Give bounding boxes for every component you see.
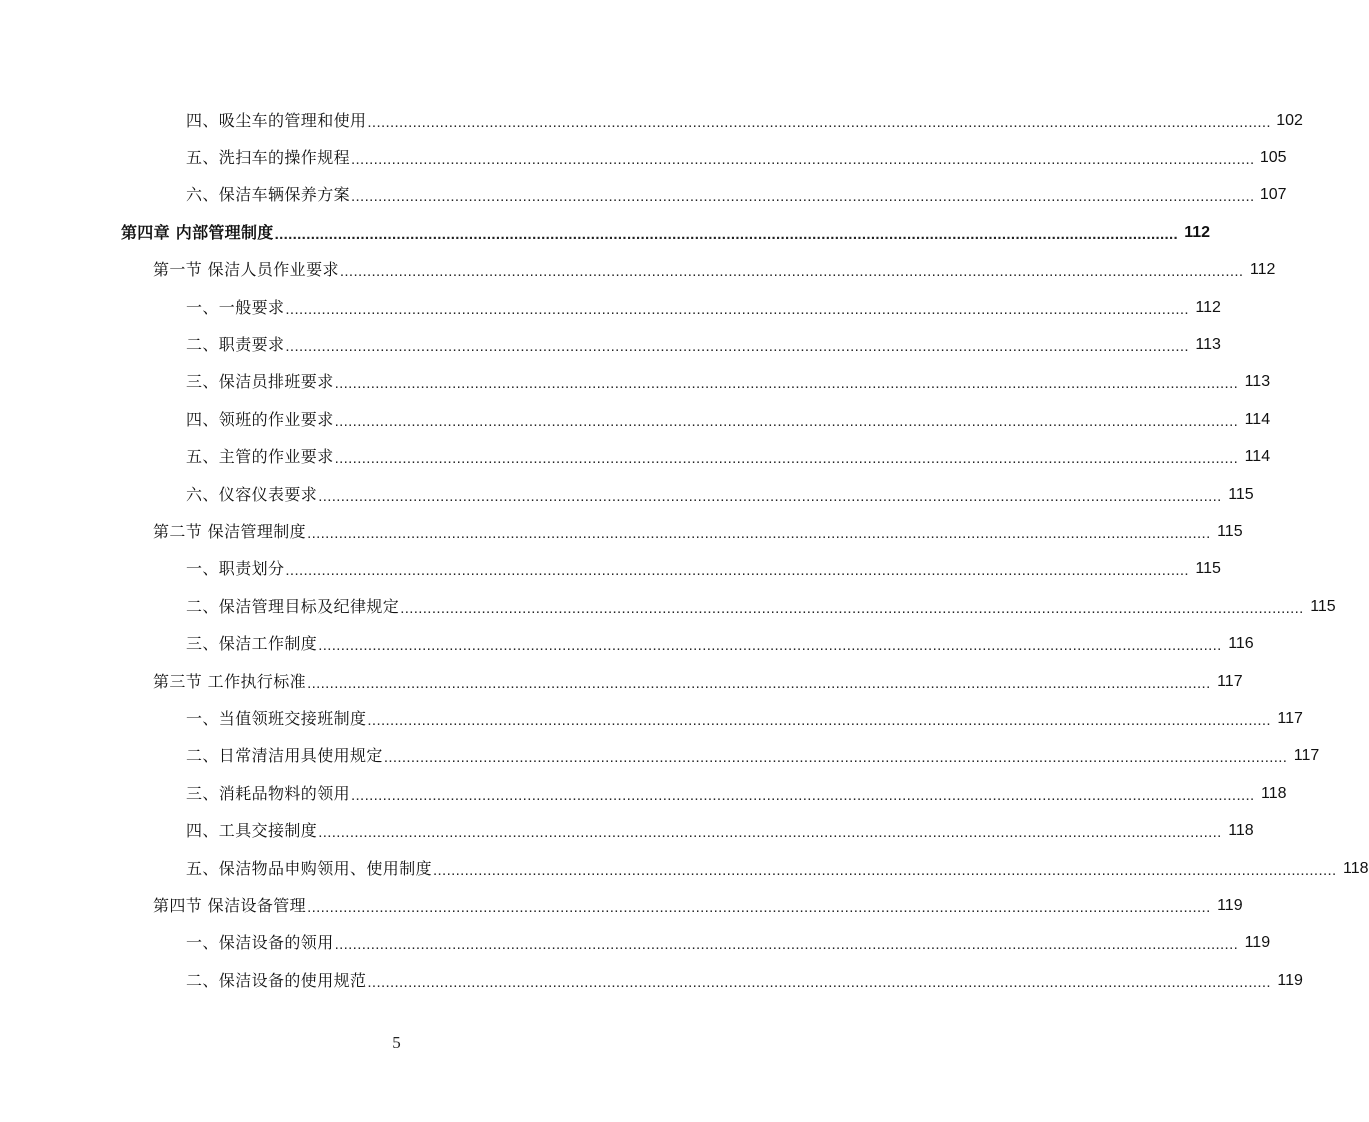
toc-dot-leader: ........................................................................................................................................................................................................ <box>318 824 1222 842</box>
toc-page-number: 118 <box>1343 859 1369 877</box>
toc-entry-item[interactable] <box>0 775 1287 812</box>
toc-page-number: 112 <box>1195 298 1221 316</box>
toc-entry-item[interactable] <box>0 364 1271 401</box>
toc-entry-item[interactable] <box>0 139 1287 176</box>
toc-dot-leader: ........................................................................................................................................................................................................ <box>285 562 1189 580</box>
toc-entry-title: 第二节 保洁管理制度 <box>153 521 307 541</box>
toc-entry-item[interactable] <box>0 289 1221 326</box>
toc-entry-item[interactable] <box>0 700 1303 737</box>
toc-dot-leader: ........................................................................................................................................................................................................ <box>400 599 1304 617</box>
toc-entry-title: 六、保洁车辆保养方案 <box>186 185 351 205</box>
toc-entry-title: 二、职责要求 <box>186 335 285 355</box>
toc-entry-item[interactable] <box>0 476 1254 513</box>
toc-entry-item[interactable] <box>0 551 1221 588</box>
toc-entry-section[interactable] <box>0 252 1276 289</box>
toc-page-number: 114 <box>1244 410 1271 428</box>
toc-dot-leader: ........................................................................................................................................................................................................ <box>383 749 1288 767</box>
toc-entry-item[interactable] <box>0 850 1369 887</box>
toc-entry-title: 第四章 内部管理制度 <box>121 222 274 242</box>
toc-entry-title: 一、一般要求 <box>186 297 285 317</box>
toc-dot-leader: ........................................................................................................................................................................................................ <box>334 450 1239 468</box>
toc-entry-title: 二、保洁管理目标及纪律规定 <box>186 596 400 616</box>
toc-page-number: 116 <box>1228 635 1254 653</box>
toc-page-number: 107 <box>1259 186 1287 204</box>
toc-entry-title: 三、保洁员排班要求 <box>186 372 334 392</box>
toc-entry-section[interactable] <box>0 887 1243 924</box>
toc-entry-item[interactable] <box>0 439 1271 476</box>
toc-entry-title: 第一节 保洁人员作业要求 <box>153 260 339 280</box>
toc-entry-section[interactable] <box>0 663 1243 700</box>
toc-entry-title: 四、吸尘车的管理和使用 <box>186 110 367 130</box>
toc-page-number: 113 <box>1195 336 1221 354</box>
toc-page-number: 117 <box>1277 709 1303 727</box>
toc-entry-title: 一、职责划分 <box>186 559 285 579</box>
toc-dot-leader: ........................................................................................................................................................................................................ <box>307 674 1211 692</box>
toc-entry-item[interactable] <box>0 102 1303 139</box>
toc-page-number: 118 <box>1261 784 1287 802</box>
toc-dot-leader: ........................................................................................................................................................................................................ <box>334 412 1239 430</box>
toc-entry-item[interactable] <box>0 401 1271 438</box>
toc-page-number: 119 <box>1244 934 1271 952</box>
toc-entry-title: 四、领班的作业要求 <box>186 409 334 429</box>
toc-entry-title: 第三节 工作执行标准 <box>153 671 307 691</box>
toc-dot-leader: ........................................................................................................................................................................................................ <box>367 973 1271 991</box>
toc-dot-leader: ........................................................................................................................................................................................................ <box>334 936 1239 954</box>
toc-entry-title: 一、当值领班交接班制度 <box>186 708 367 728</box>
toc-entry-title: 五、洗扫车的操作规程 <box>186 148 351 168</box>
toc-page-number: 105 <box>1259 149 1287 167</box>
toc-entry-title: 二、保洁设备的使用规范 <box>186 970 367 990</box>
toc-dot-leader: ........................................................................................................................................................................................................ <box>367 113 1271 131</box>
toc-entry-item[interactable] <box>0 177 1287 214</box>
toc-entry-title: 四、工具交接制度 <box>186 821 318 841</box>
toc-entry-title: 六、仪容仪表要求 <box>186 484 318 504</box>
toc-page-number: 117 <box>1217 672 1243 690</box>
table-of-contents <box>0 102 1369 999</box>
toc-page-number: 119 <box>1217 896 1243 914</box>
toc-entry-item[interactable] <box>0 962 1303 999</box>
toc-dot-leader: ........................................................................................................................................................................................................ <box>334 375 1239 393</box>
toc-entry-item[interactable] <box>0 625 1254 662</box>
toc-entry-section[interactable] <box>0 513 1243 550</box>
toc-entry-item[interactable] <box>0 588 1336 625</box>
toc-entry-title: 第四节 保洁设备管理 <box>153 895 307 915</box>
toc-page-number: 113 <box>1244 373 1271 391</box>
toc-page-number: 114 <box>1244 448 1271 466</box>
toc-entry-title: 五、保洁物品申购领用、使用制度 <box>186 858 433 878</box>
toc-entry-title: 二、日常清洁用具使用规定 <box>186 746 383 766</box>
toc-page-number: 119 <box>1277 971 1303 989</box>
toc-page-number: 115 <box>1195 560 1221 578</box>
toc-dot-leader: ........................................................................................................................................................................................................ <box>351 151 1255 169</box>
toc-dot-leader: ........................................................................................................................................................................................................ <box>318 637 1222 655</box>
toc-page-number: 115 <box>1228 485 1254 503</box>
toc-entry-item[interactable] <box>0 326 1221 363</box>
toc-entry-title: 三、消耗品物料的领用 <box>186 783 351 803</box>
toc-dot-leader: ........................................................................................................................................................................................................ <box>274 225 1179 243</box>
toc-dot-leader: ........................................................................................................................................................................................................ <box>307 898 1211 916</box>
toc-page-number: 118 <box>1228 822 1254 840</box>
toc-dot-leader: ........................................................................................................................................................................................................ <box>367 711 1271 729</box>
toc-dot-leader: ........................................................................................................................................................................................................ <box>285 300 1189 318</box>
toc-dot-leader: ........................................................................................................................................................................................................ <box>285 338 1189 356</box>
toc-dot-leader: ........................................................................................................................................................................................................ <box>351 188 1255 206</box>
toc-dot-leader: ........................................................................................................................................................................................................ <box>339 263 1244 281</box>
toc-entry-item[interactable] <box>0 925 1271 962</box>
page-number: 5 <box>392 1033 401 1052</box>
toc-dot-leader: ........................................................................................................................................................................................................ <box>351 786 1255 804</box>
toc-entry-chapter[interactable] <box>0 214 1211 251</box>
toc-dot-leader: ........................................................................................................................................................................................................ <box>307 524 1211 542</box>
toc-dot-leader: ........................................................................................................................................................................................................ <box>433 861 1337 879</box>
toc-page-number: 115 <box>1310 597 1336 615</box>
toc-page-number: 112 <box>1249 261 1276 279</box>
toc-entry-item[interactable] <box>0 738 1320 775</box>
toc-entry-title: 一、保洁设备的领用 <box>186 933 334 953</box>
toc-entry-item[interactable] <box>0 812 1254 849</box>
toc-entry-title: 三、保洁工作制度 <box>186 634 318 654</box>
toc-entry-title: 五、主管的作业要求 <box>186 447 334 467</box>
toc-page-number: 112 <box>1184 223 1211 241</box>
toc-dot-leader: ........................................................................................................................................................................................................ <box>318 487 1222 505</box>
toc-page-number: 102 <box>1276 111 1303 129</box>
toc-page-number: 117 <box>1293 747 1320 765</box>
toc-page-number: 115 <box>1217 522 1243 540</box>
